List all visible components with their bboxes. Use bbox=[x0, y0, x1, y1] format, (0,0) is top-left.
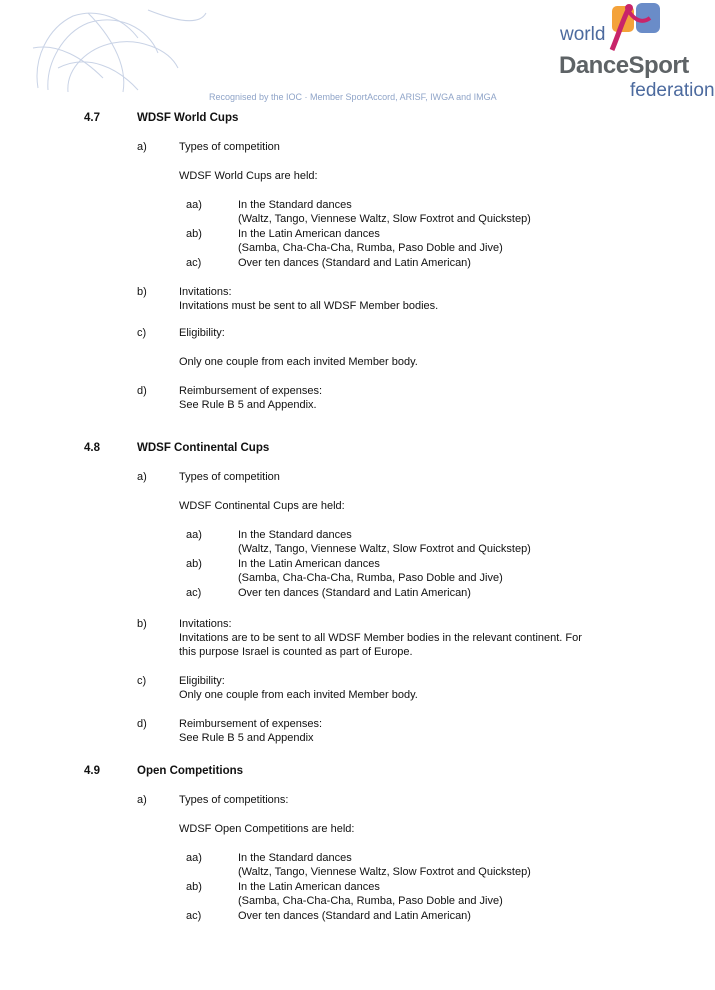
item-text: Invitations must be sent to all WDSF Member bodies. bbox=[179, 300, 439, 312]
subitem-text: In the Latin American dances bbox=[238, 558, 380, 570]
item-text: Types of competition bbox=[179, 471, 280, 483]
item-text: Reimbursement of expenses: bbox=[179, 718, 323, 730]
subitem-text: (Waltz, Tango, Viennese Waltz, Slow Foxtrot and Quickstep) bbox=[238, 543, 531, 555]
logo-world: world bbox=[560, 24, 606, 45]
subitem-text: (Samba, Cha-Cha-Cha, Rumba, Paso Doble and Jive) bbox=[238, 572, 503, 584]
item-label: a) bbox=[137, 141, 147, 153]
item-label: b) bbox=[137, 286, 147, 298]
subitem-text: (Samba, Cha-Cha-Cha, Rumba, Paso Doble and Jive) bbox=[238, 895, 503, 907]
subitem-label: aa) bbox=[186, 199, 202, 211]
section-number: 4.8 bbox=[84, 442, 100, 454]
subitem-text: In the Latin American dances bbox=[238, 228, 380, 240]
item-text: Invitations are to be sent to all WDSF Member bodies in the relevant continent. For bbox=[179, 632, 582, 644]
subitem-text: (Waltz, Tango, Viennese Waltz, Slow Foxtrot and Quickstep) bbox=[238, 213, 531, 225]
subitem-text: In the Standard dances bbox=[238, 199, 352, 211]
decorative-lineart bbox=[28, 8, 208, 92]
section-number: 4.9 bbox=[84, 765, 100, 777]
item-text: Only one couple from each invited Member body. bbox=[179, 356, 418, 368]
logo-federation: federation bbox=[630, 80, 715, 101]
item-text: Eligibility: bbox=[179, 675, 225, 687]
subitem-label: ab) bbox=[186, 881, 202, 893]
subitem-label: ac) bbox=[186, 257, 202, 269]
subitem-text: Over ten dances (Standard and Latin American) bbox=[238, 910, 471, 922]
subitem-label: ab) bbox=[186, 228, 202, 240]
item-text: Invitations: bbox=[179, 618, 232, 630]
wdsf-logo-figure-icon bbox=[598, 2, 664, 54]
item-label: a) bbox=[137, 471, 147, 483]
item-label: b) bbox=[137, 618, 147, 630]
subitem-label: ab) bbox=[186, 558, 202, 570]
subitem-label: aa) bbox=[186, 529, 202, 541]
item-text: Reimbursement of expenses: bbox=[179, 385, 323, 397]
item-text: this purpose Israel is counted as part of Europe. bbox=[179, 646, 413, 658]
subitem-text: In the Standard dances bbox=[238, 529, 352, 541]
subitem-text: Over ten dances (Standard and Latin American) bbox=[238, 587, 471, 599]
item-text: Eligibility: bbox=[179, 327, 225, 339]
item-text: Invitations: bbox=[179, 286, 232, 298]
subitem-label: ac) bbox=[186, 910, 202, 922]
item-text: Types of competition bbox=[179, 141, 280, 153]
section-number: 4.7 bbox=[84, 112, 100, 124]
item-label: a) bbox=[137, 794, 147, 806]
item-label: d) bbox=[137, 718, 147, 730]
subitem-text: (Waltz, Tango, Viennese Waltz, Slow Foxtrot and Quickstep) bbox=[238, 866, 531, 878]
logo-dancesport: DanceSport bbox=[559, 52, 689, 79]
item-label: d) bbox=[137, 385, 147, 397]
item-text: Only one couple from each invited Member body. bbox=[179, 689, 418, 701]
subitem-text: In the Standard dances bbox=[238, 852, 352, 864]
subitem-label: ac) bbox=[186, 587, 202, 599]
recognition-line: Recognised by the IOC · Member SportAccord, ARISF, IWGA and IMGA bbox=[209, 92, 497, 102]
subitem-text: (Samba, Cha-Cha-Cha, Rumba, Paso Doble and Jive) bbox=[238, 242, 503, 254]
subitem-text: Over ten dances (Standard and Latin American) bbox=[238, 257, 471, 269]
subitem-text: In the Latin American dances bbox=[238, 881, 380, 893]
subitem-label: aa) bbox=[186, 852, 202, 864]
section-title: WDSF World Cups bbox=[137, 112, 239, 124]
section-title: Open Competitions bbox=[137, 765, 244, 777]
item-label: c) bbox=[137, 327, 147, 339]
item-intro: WDSF World Cups are held: bbox=[179, 170, 318, 182]
item-intro: WDSF Continental Cups are held: bbox=[179, 500, 345, 512]
item-text: See Rule B 5 and Appendix. bbox=[179, 399, 317, 411]
section-title: WDSF Continental Cups bbox=[137, 442, 270, 454]
item-intro: WDSF Open Competitions are held: bbox=[179, 823, 355, 835]
item-label: c) bbox=[137, 675, 147, 687]
item-text: See Rule B 5 and Appendix bbox=[179, 732, 314, 744]
item-text: Types of competitions: bbox=[179, 794, 289, 806]
